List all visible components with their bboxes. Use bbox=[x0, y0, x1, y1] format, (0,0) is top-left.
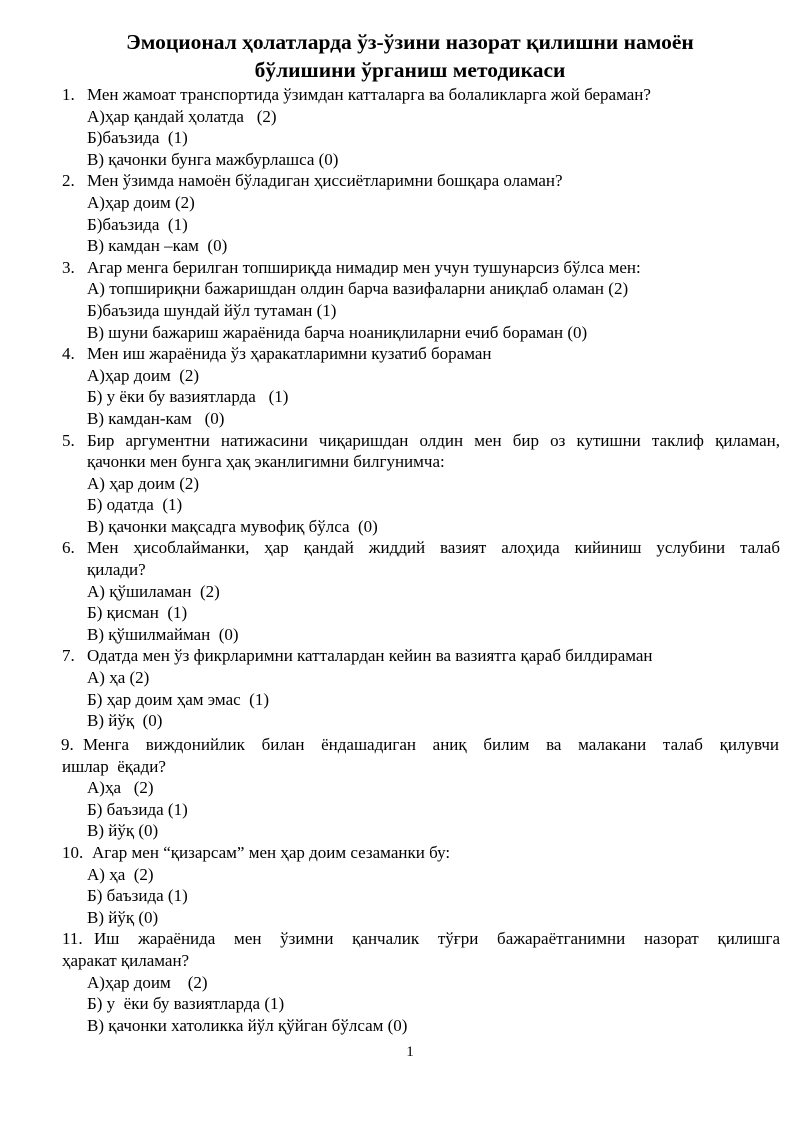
answer-option: Б) қисман (1) bbox=[87, 603, 188, 623]
answer-option: В) қачонки бунга мажбурлашса (0) bbox=[87, 149, 339, 169]
answer-option: В) қўшилмайман (0) bbox=[87, 624, 239, 644]
answer-option: А)ҳар қандай ҳолатда (2) bbox=[87, 106, 277, 126]
questionnaire bbox=[62, 84, 780, 732]
question-text: Мен ўзимда намоён бўладиган ҳиссиётларимни бошқара оламан? bbox=[87, 171, 563, 191]
question-number: 3. bbox=[62, 257, 75, 277]
page-number: 1 bbox=[406, 1044, 414, 1060]
answer-option: В) камдан-кам (0) bbox=[87, 408, 225, 428]
question-number: 2. bbox=[62, 171, 75, 191]
answer-option: А)ҳар доим (2) bbox=[87, 972, 208, 992]
answer-option: А) ҳа (2) bbox=[87, 864, 154, 884]
question-text: Менга виждонийлик билан ёндашадиган аниқ билим ва малакани талаб қилувчи bbox=[83, 735, 779, 754]
question-number: 4. bbox=[62, 344, 75, 364]
answer-option: Б)баъзида (1) bbox=[87, 214, 188, 234]
answer-option: Б) одатда (1) bbox=[87, 495, 183, 515]
page-title bbox=[40, 28, 780, 84]
answer-option: Б) ҳар доим ҳам эмас (1) bbox=[87, 689, 269, 709]
question-text: Одатда мен ўз фикрларимни катталардан кейин ва вазиятга қараб билдираман bbox=[87, 646, 653, 666]
answer-option: Б) у ёки бу вазиятларда (1) bbox=[87, 387, 289, 407]
question-3 bbox=[62, 257, 780, 279]
question-5 bbox=[62, 430, 780, 452]
question-11 bbox=[62, 928, 780, 950]
question-text: Иш жараёнида мен ўзимни қанчалик тўғри бажараётганимни назорат қилишга bbox=[94, 929, 780, 949]
question-number: 7. bbox=[62, 646, 75, 666]
question-text-continued bbox=[62, 756, 780, 778]
question-text: Мен ҳисоблайманки, ҳар қандай жиддий вазият алоҳида кийиниш услубини талаб bbox=[87, 538, 780, 558]
answer-option: Б)баъзида (1) bbox=[87, 128, 188, 148]
question-9 bbox=[61, 734, 780, 756]
question-number: 11. bbox=[62, 929, 83, 949]
question-text: қачонки мен бунга ҳақ эканлигимни билгунимча: bbox=[87, 452, 445, 472]
answer-option: В) камдан –кам (0) bbox=[87, 236, 228, 256]
question-10 bbox=[62, 842, 780, 864]
answer-option: А)ҳар доим (2) bbox=[87, 192, 195, 212]
answer-option: А) қўшиламан (2) bbox=[87, 581, 220, 601]
answer-option: А) ҳар доим (2) bbox=[87, 473, 200, 493]
question-text: Мен жамоат транспортида ўзимдан катталарга ва болаликларга жой бераман? bbox=[87, 85, 651, 104]
question-text: Мен иш жараёнида ўз ҳаракатларимни кузатиб бораман bbox=[87, 344, 492, 364]
answer-option: В) шуни бажариш жараёнида барча ноаниқлиларни ечиб бораман (0) bbox=[87, 322, 588, 342]
question-1 bbox=[62, 84, 780, 106]
question-4 bbox=[62, 343, 780, 365]
questionnaire-continued bbox=[62, 734, 780, 1036]
question-text-continued bbox=[62, 559, 780, 581]
question-number: 5. bbox=[62, 430, 75, 450]
answer-option: Б) у ёки бу вазиятларда (1) bbox=[87, 994, 285, 1014]
answer-option: В) қачонки мақсадга мувофиқ бўлса (0) bbox=[87, 516, 378, 536]
answer-option: Б) баъзида (1) bbox=[87, 886, 188, 906]
question-text: ҳаракат қиламан? bbox=[62, 950, 190, 970]
question-text: Агар мен “қизарсам” мен ҳар доим сезаманки бу: bbox=[92, 842, 451, 862]
answer-option: В) йўқ (0) bbox=[87, 907, 159, 927]
title-line-2: бўлишини ўрганиш методикаси bbox=[254, 58, 566, 82]
question-number: 1. bbox=[62, 85, 75, 104]
answer-option: В) қачонки хатоликка йўл қўйган бўлсам (0) bbox=[87, 1015, 408, 1035]
question-text-continued bbox=[62, 950, 780, 972]
question-text-continued bbox=[62, 451, 780, 473]
answer-option: А) ҳа (2) bbox=[87, 668, 150, 688]
title-line-1: Эмоционал ҳолатларда ўз-ўзини назорат қилишни намоён bbox=[126, 30, 694, 54]
question-text: ишлар ёқади? bbox=[62, 756, 166, 776]
answer-option: А)ҳа (2) bbox=[87, 778, 154, 798]
question-text: Бир аргументни натижасини чиқаришдан олдин мен бир оз кутишни таклиф қиламан, bbox=[87, 430, 780, 450]
question-2 bbox=[62, 170, 780, 192]
question-7 bbox=[62, 645, 780, 667]
question-text: қилади? bbox=[87, 560, 146, 580]
answer-option: Б) баъзида (1) bbox=[87, 799, 188, 819]
answer-option: В) йўқ (0) bbox=[87, 821, 159, 841]
answer-option: В) йўқ (0) bbox=[87, 711, 163, 731]
question-number: 6. bbox=[62, 538, 75, 558]
answer-option: Б)баъзида шундай йўл тутаман (1) bbox=[87, 300, 337, 320]
question-6 bbox=[62, 537, 780, 559]
answer-option: А) топшириқни бажаришдан олдин барча вазифаларни аниқлаб оламан (2) bbox=[87, 279, 629, 299]
answer-option: А)ҳар доим (2) bbox=[87, 365, 200, 385]
question-text: Агар менга берилган топшириқда нимадир мен учун тушунарсиз бўлса мен: bbox=[87, 257, 641, 277]
question-number: 10. bbox=[62, 842, 84, 862]
question-number: 9. bbox=[61, 735, 74, 754]
